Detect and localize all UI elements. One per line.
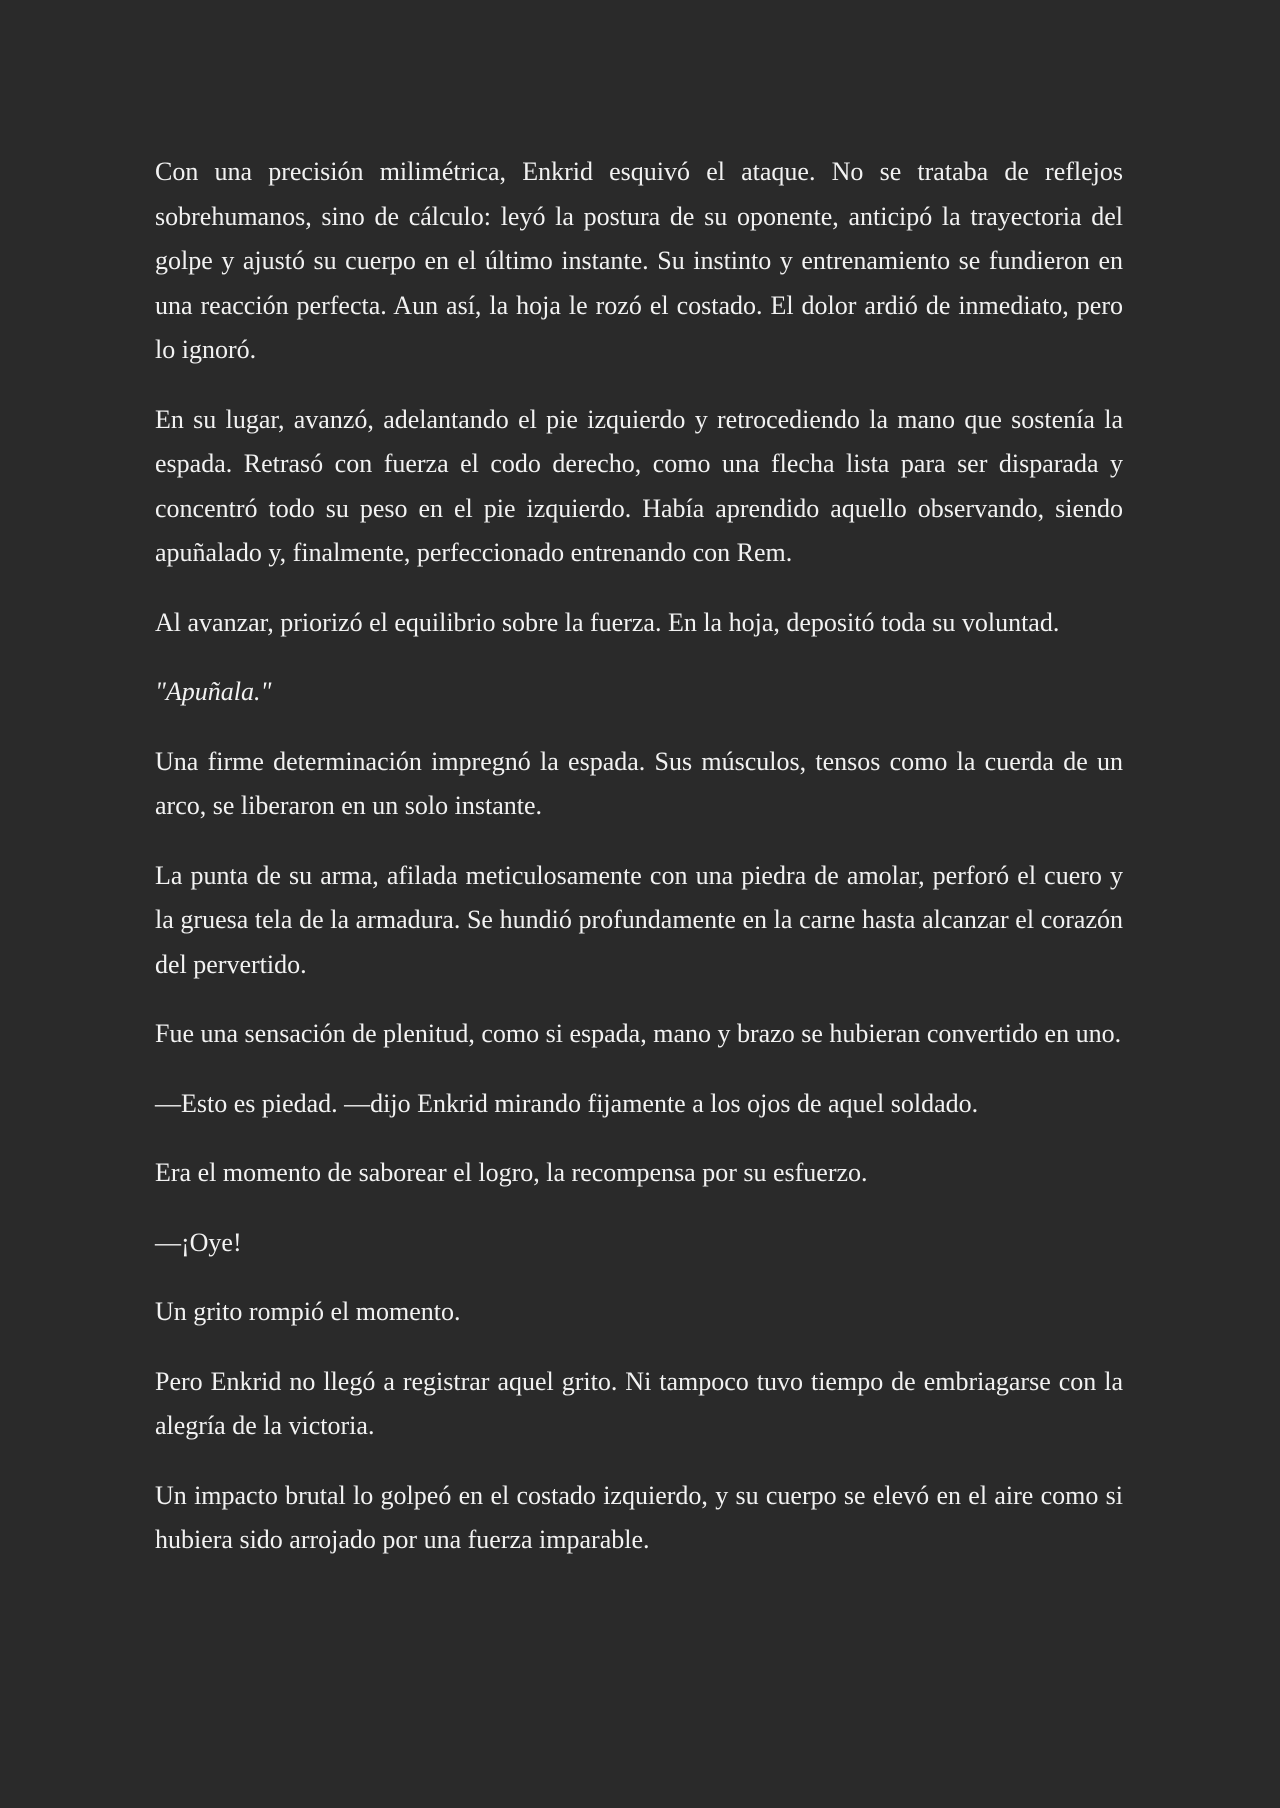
paragraph: Era el momento de saborear el logro, la recompensa por su esfuerzo. xyxy=(155,1158,868,1187)
paragraph: Con una precisión milimétrica, Enkrid esquivó el ataque. No se trataba de reflejos sobrehumanos, sino de cálculo: leyó la postura de su oponente, anticipó la trayectoria del golpe y ajustó su cuerpo en el último instante. Su instinto y entrenamiento se fundieron en una reacción perfecta. Aun así, la hoja le rozó el costado. El dolor ardió de inmediato, pero lo ignoró. xyxy=(155,157,1123,364)
dialogue-line: —¡Oye! xyxy=(155,1227,242,1257)
paragraph: Pero Enkrid no llegó a registrar aquel grito. Ni tampoco tuvo tiempo de embriagarse con la alegría de la victoria. xyxy=(155,1366,1123,1440)
italic-thought: "Apuñala." xyxy=(155,677,272,706)
dialogue-line: —Esto es piedad. —dijo Enkrid mirando fijamente a los ojos de aquel soldado. xyxy=(155,1088,979,1118)
document-body xyxy=(155,150,1123,1588)
paragraph: Un impacto brutal lo golpeó en el costado izquierdo, y su cuerpo se elevó en el aire como si hubiera sido arrojado por una fuerza imparable. xyxy=(155,1480,1123,1554)
paragraph: Al avanzar, priorizó el equilibrio sobre la fuerza. En la hoja, depositó toda su voluntad. xyxy=(155,607,1060,637)
paragraph: La punta de su arma, afilada meticulosamente con una piedra de amolar, perforó el cuero y la gruesa tela de la armadura. Se hundió profundamente en la carne hasta alcanzar el corazón del pervertido. xyxy=(155,860,1123,979)
paragraph: Un grito rompió el momento. xyxy=(155,1297,461,1326)
paragraph: En su lugar, avanzó, adelantando el pie izquierdo y retrocediendo la mano que sostenía la espada. Retrasó con fuerza el codo derecho, como una flecha lista para ser disparada y concentró todo su peso en el pie izquierdo. Había aprendido aquello observando, siendo apuñalado y, finalmente, perfeccionado entrenando con Rem. xyxy=(155,404,1123,567)
paragraph: Una firme determinación impregnó la espada. Sus músculos, tensos como la cuerda de un arco, se liberaron en un solo instante. xyxy=(155,746,1123,820)
paragraph: Fue una sensación de plenitud, como si espada, mano y brazo se hubieran convertido en uno. xyxy=(155,1019,1122,1048)
